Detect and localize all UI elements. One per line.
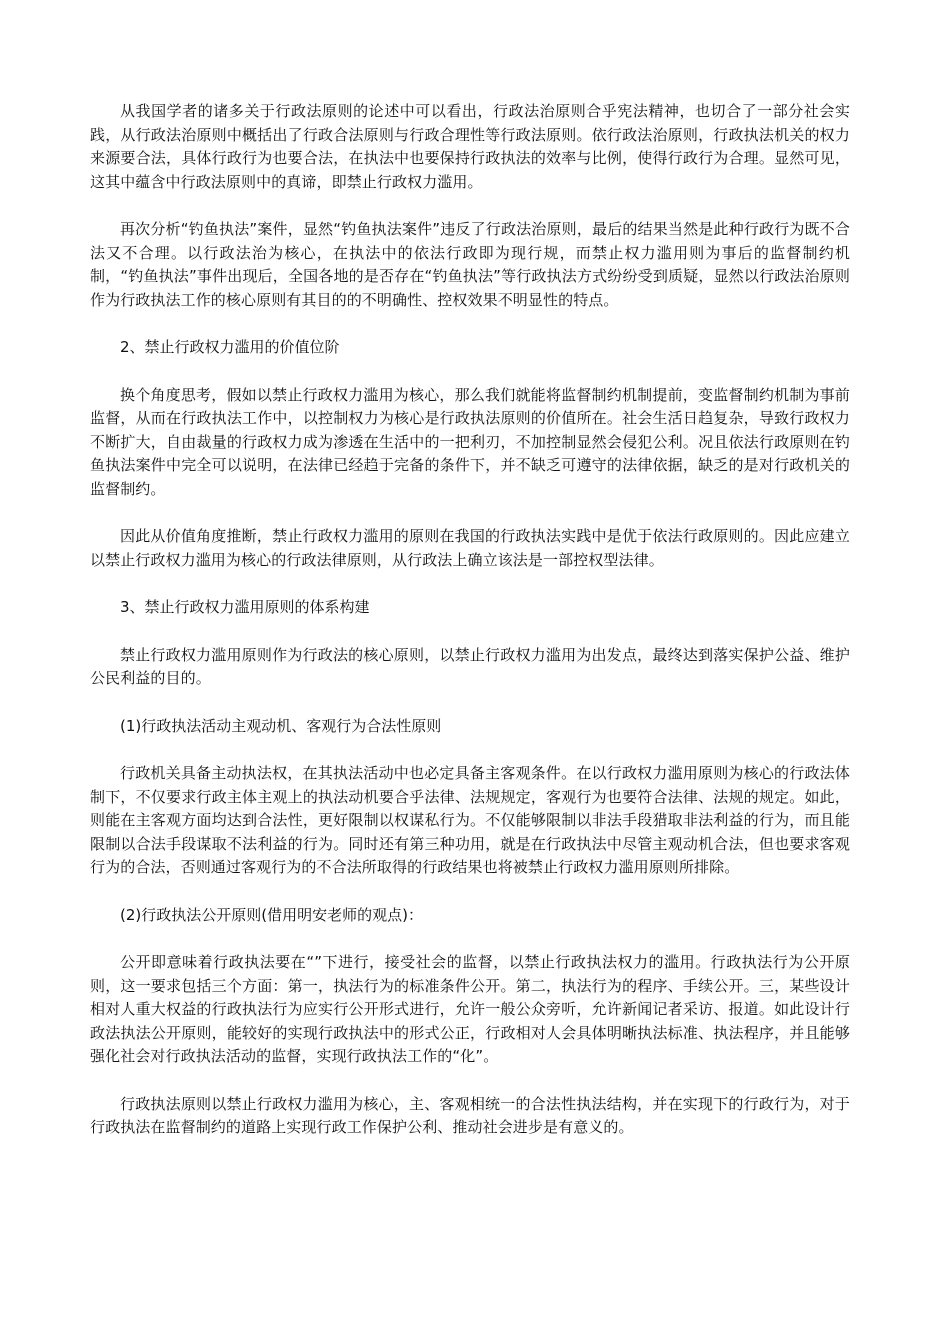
paragraph-3: 换个角度思考，假如以禁止行政权力滥用为核心，那么我们就能将监督制约机制提前，变监督制约机制为事前监督，从而在行政执法工作中，以控制权力为核心是行政执法原则的价值所在。社会生活日趋复杂，导致行政权力不断扩大，自由裁量的行政权力成为渗透在生活中的一把利刃，不加控制显然会侵犯公利。况且依法行政原则在钓鱼执法案件中完全可以说明，在法律已经趋于完备的条件下，并不缺乏可遵守的法律依据，缺乏的是对行政机关的监督制约。 <box>90 385 850 498</box>
paragraph-2: 再次分析“钓鱼执法”案件，显然“钓鱼执法案件”违反了行政法治原则，最后的结果当然是此种行政行为既不合法又不合理。以行政法治为核心，在执法中的依法行政即为现行规，而禁止权力滥用则为事后的监督制约机制，“钓鱼执法”事件出现后，全国各地的是否存在“钓鱼执法”等行政执法方式纷纷受到质疑，显然以行政法治原则作为行政执法工作的核心原则有其目的的不明确性、控权效果不明显性的特点。 <box>90 220 850 309</box>
section-heading-2: 2、禁止行政权力滥用的价值位阶 <box>120 338 340 356</box>
subsection-heading-1: (1)行政执法活动主观动机、客观行为合法性原则 <box>120 716 442 735</box>
paragraph-6: 行政机关具备主动执法权，在其执法活动中也必定具备主客观条件。在以行政权力滥用原则为核心的行政法体制下，不仅要求行政主体主观上的执法动机要合乎法律、法规规定，客观行为也要符合法律、法规的规定。如此，则能在主客观方面均达到合法性，更好限制以权谋私行为。不仅能够限制以非法手段猎取非法利益的行为，而且能限制以合法手段谋取不法利益的行为。同时还有第三种功用，就是在行政执法中尽管主观动机合法，但也要求客观行为的合法，否则通过客观行为的不合法所取得的行政结果也将被禁止行政权力滥用原则所排除。 <box>90 764 850 876</box>
document-body <box>90 100 850 1164</box>
section-heading-3: 3、禁止行政权力滥用原则的体系构建 <box>120 598 370 616</box>
paragraph-1: 从我国学者的诸多关于行政法原则的论述中可以看出，行政法治原则合乎宪法精神，也切合了一部分社会实践，从行政法治原则中概括出了行政合法原则与行政合理性等行政法原则。依行政法治原则，行政执法机关的权力来源要合法，具体行政行为也要合法，在执法中也要保持行政执法的效率与比例，使得行政行为合理。显然可见，这其中蕴含中行政法原则中的真谛，即禁止行政权力滥用。 <box>90 102 850 191</box>
paragraph-4: 因此从价值角度推断，禁止行政权力滥用的原则在我国的行政执法实践中是优于依法行政原则的。因此应建立以禁止行政权力滥用为核心的行政法律原则，从行政法上确立该法是一部控权型法律。 <box>90 527 850 569</box>
paragraph-5: 禁止行政权力滥用原则作为行政法的核心原则，以禁止行政权力滥用为出发点，最终达到落实保护公益、维护公民利益的目的。 <box>90 645 850 687</box>
paragraph-8: 行政执法原则以禁止行政权力滥用为核心，主、客观相统一的合法性执法结构，并在实现下的行政行为，对于行政执法在监督制约的道路上实现行政工作保护公利、推动社会进步是有意义的。 <box>90 1094 850 1136</box>
subsection-heading-2: (2)行政执法公开原则(借用明安老师的观点)： <box>120 905 423 924</box>
paragraph-7: 公开即意味着行政执法要在“”下进行，接受社会的监督，以禁止行政执法权力的滥用。行政执法行为公开原则，这一要求包括三个方面：第一，执法行为的标准条件公开。第二，执法行为的程序、手续公开。三，某些设计相对人重大权益的行政执法行为应实行公开形式进行，允许一般公众旁听，允许新闻记者采访、报道。如此设计行政法执法公开原则，能较好的实现行政执法中的形式公正，行政相对人会具体明晰执法标准、执法程序，并且能够强化社会对行政执法活动的监督，实现行政执法工作的“化”。 <box>90 953 850 1065</box>
